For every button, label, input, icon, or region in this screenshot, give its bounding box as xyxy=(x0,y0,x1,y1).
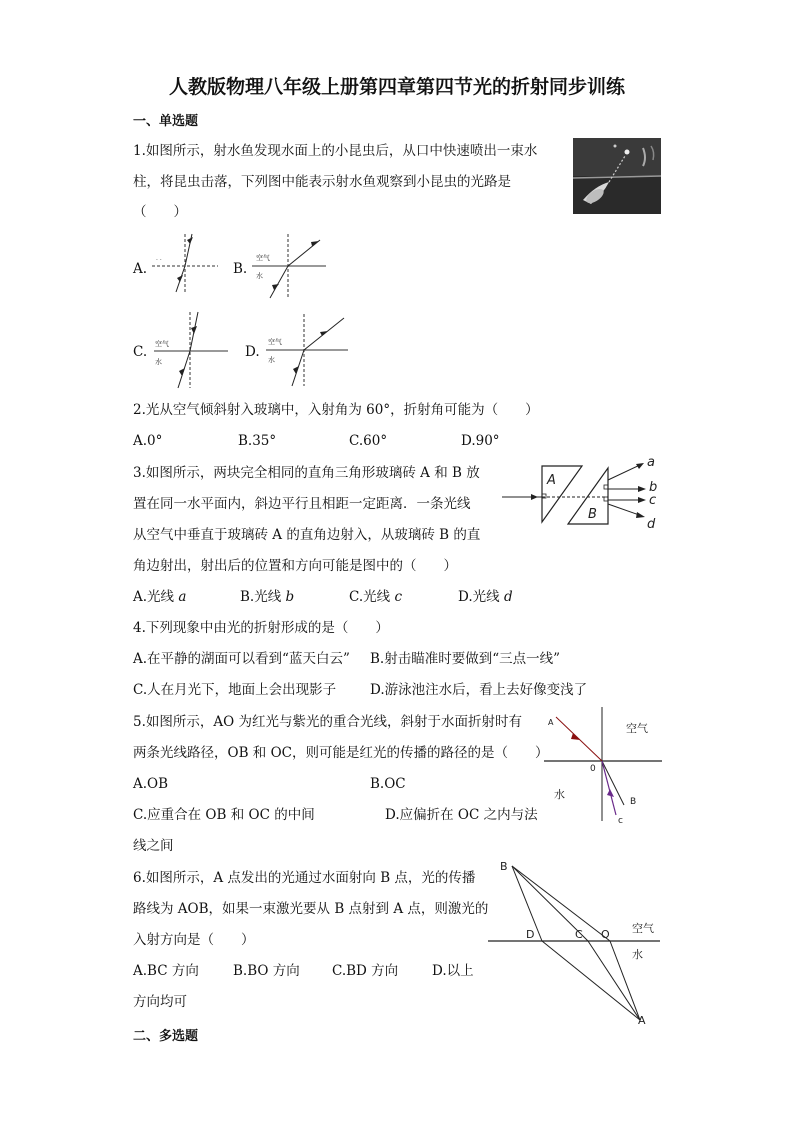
q2-option-c: C.60° xyxy=(349,433,388,449)
q6-label-a: A xyxy=(638,1014,646,1027)
q1-option-a-label: A. xyxy=(133,261,148,277)
q4-option-c: C.人在月光下，地面上会出现影子 xyxy=(133,682,337,698)
q4-option-d: D.游泳池注水后，看上去好像变浅了 xyxy=(370,682,588,698)
q1-b-water-label: 水 xyxy=(256,272,263,280)
q3-option-c xyxy=(349,588,402,606)
q5-option-a: A.OB xyxy=(133,776,169,792)
q1-d-air-label: 空气 xyxy=(268,338,282,346)
q6-label-c: C xyxy=(575,928,583,941)
q5-option-b: B.OC xyxy=(370,776,406,792)
q6-stem-line3: 入射方向是（ ） xyxy=(133,932,255,948)
q3-glass-prism-diagram xyxy=(500,452,670,538)
q6-label-b: B xyxy=(500,860,508,873)
q6-stem-line2: 路线为 AOB，如果一束激光要从 B 点射到 A 点，则激光的 xyxy=(133,901,489,917)
q1-d-water-label: 水 xyxy=(268,356,275,364)
q6-option-a: A.BC 方向 xyxy=(133,963,199,979)
q1-option-d-label: D. xyxy=(245,344,260,360)
q3-stem-line4: 角边射出，射出后的位置和方向可能是图中的（ ） xyxy=(133,558,457,574)
page-title: 人教版物理八年级上册第四章第四节光的折射同步训练 xyxy=(168,76,625,98)
q1-option-a-diagram xyxy=(150,232,220,294)
q6-option-b: B.BO 方向 xyxy=(233,963,300,979)
section-heading-multiple-choice: 二、多选题 xyxy=(133,1029,199,1044)
q3-option-d-var: d xyxy=(503,589,513,605)
q3-option-b-text: B.光线 xyxy=(240,589,286,605)
q6-water-label: 水 xyxy=(632,948,643,961)
q2-option-a: A.0° xyxy=(133,433,163,449)
q5-label-o: 0 xyxy=(590,764,596,774)
q1-b-air-label: 空气 xyxy=(256,254,270,262)
q3-option-b-var: b xyxy=(285,589,295,605)
q1-stem-line2: 柱，将昆虫击落，下列图中能表示射水鱼观察到小昆虫的光路是 xyxy=(133,174,511,190)
q4-option-a: A.在平静的湖面可以看到“蓝天白云” xyxy=(133,651,350,667)
archer-fish-photo xyxy=(573,138,661,214)
q6-option-c: C.BD 方向 xyxy=(332,963,399,979)
q3-option-b xyxy=(240,588,294,606)
q5-air-label: 空气 xyxy=(626,722,648,735)
q2-stem: 2.光从空气倾斜射入玻璃中，入射角为 60°，折射角可能为（ ） xyxy=(133,402,539,418)
q5-stem-line2: 两条光线路径，OB 和 OC，则可能是红光的传播的路径的是（ ） xyxy=(133,745,549,761)
q5-red-violet-refraction-diagram xyxy=(540,705,665,826)
q1-option-d-diagram xyxy=(262,312,352,388)
q3-option-a xyxy=(133,588,186,606)
q1-option-b-diagram xyxy=(250,232,330,300)
q3-stem-line2: 置在同一水平面内，斜边平行且相距一定距离．一条光线 xyxy=(133,496,471,512)
q5-stem-line1: 5.如图所示，AO 为红光与紫光的重合光线，斜射于水面折射时有 xyxy=(133,714,522,730)
q5-label-a: A xyxy=(548,718,554,727)
q5-water-label: 水 xyxy=(554,788,565,801)
q6-stem-line1: 6.如图所示，A 点发出的光通过水面射向 B 点，光的传播 xyxy=(133,870,476,886)
q3-block-b-label: B xyxy=(588,507,597,522)
q5-option-d-line1: D.应偏折在 OC 之内与法 xyxy=(385,807,538,823)
q1-option-b-label: B. xyxy=(233,261,248,277)
svg-text:· ·: · · xyxy=(156,257,162,264)
q1-option-c-label: C. xyxy=(133,344,148,360)
q5-label-c: c xyxy=(618,816,623,826)
q2-option-b: B.35° xyxy=(238,433,277,449)
section-heading-single-choice: 一、单选题 xyxy=(133,114,199,129)
q3-ray-a-label: a xyxy=(647,455,655,470)
q3-option-a-var: a xyxy=(178,589,187,605)
q3-ray-d-label: d xyxy=(647,517,656,532)
q6-option-d-line2: 方向均可 xyxy=(133,994,187,1010)
q3-block-a-label: A xyxy=(547,473,556,488)
q1-c-air-label: 空气 xyxy=(155,340,169,348)
q6-option-d-line1: D.以上 xyxy=(432,963,474,979)
q3-option-c-text: C.光线 xyxy=(349,589,395,605)
q6-label-o: O xyxy=(601,928,610,941)
q1-c-water-label: 水 xyxy=(155,358,162,366)
q3-stem-line1: 3.如图所示，两块完全相同的直角三角形玻璃砖 A 和 B 放 xyxy=(133,465,480,481)
q1-stem-line3: （ ） xyxy=(133,204,187,220)
q3-option-a-text: A.光线 xyxy=(133,589,179,605)
q1-option-c-diagram xyxy=(150,310,230,390)
q5-label-b: B xyxy=(630,797,637,807)
q3-option-d xyxy=(458,588,513,606)
q5-option-d-line2: 线之间 xyxy=(133,838,174,854)
q3-ray-b-label: b xyxy=(649,480,658,495)
q3-option-c-var: c xyxy=(394,589,402,605)
q5-option-c: C.应重合在 OB 和 OC 的中间 xyxy=(133,807,315,823)
q3-ray-c-label: c xyxy=(649,493,657,508)
q3-option-d-text: D.光线 xyxy=(458,589,504,605)
q4-option-b: B.射击瞄准时要做到“三点一线” xyxy=(370,651,561,667)
q3-stem-line3: 从空气中垂直于玻璃砖 A 的直角边射入，从玻璃砖 B 的直 xyxy=(133,527,481,543)
q6-air-label: 空气 xyxy=(632,922,654,935)
q2-option-d: D.90° xyxy=(461,433,500,449)
q1-stem-line1: 1.如图所示，射水鱼发现水面上的小昆虫后，从口中快速喷出一束水 xyxy=(133,143,538,159)
q6-laser-refraction-diagram xyxy=(488,858,663,1028)
q4-stem: 4.下列现象中由光的折射形成的是（ ） xyxy=(133,620,389,636)
q6-label-d: D xyxy=(526,928,535,941)
